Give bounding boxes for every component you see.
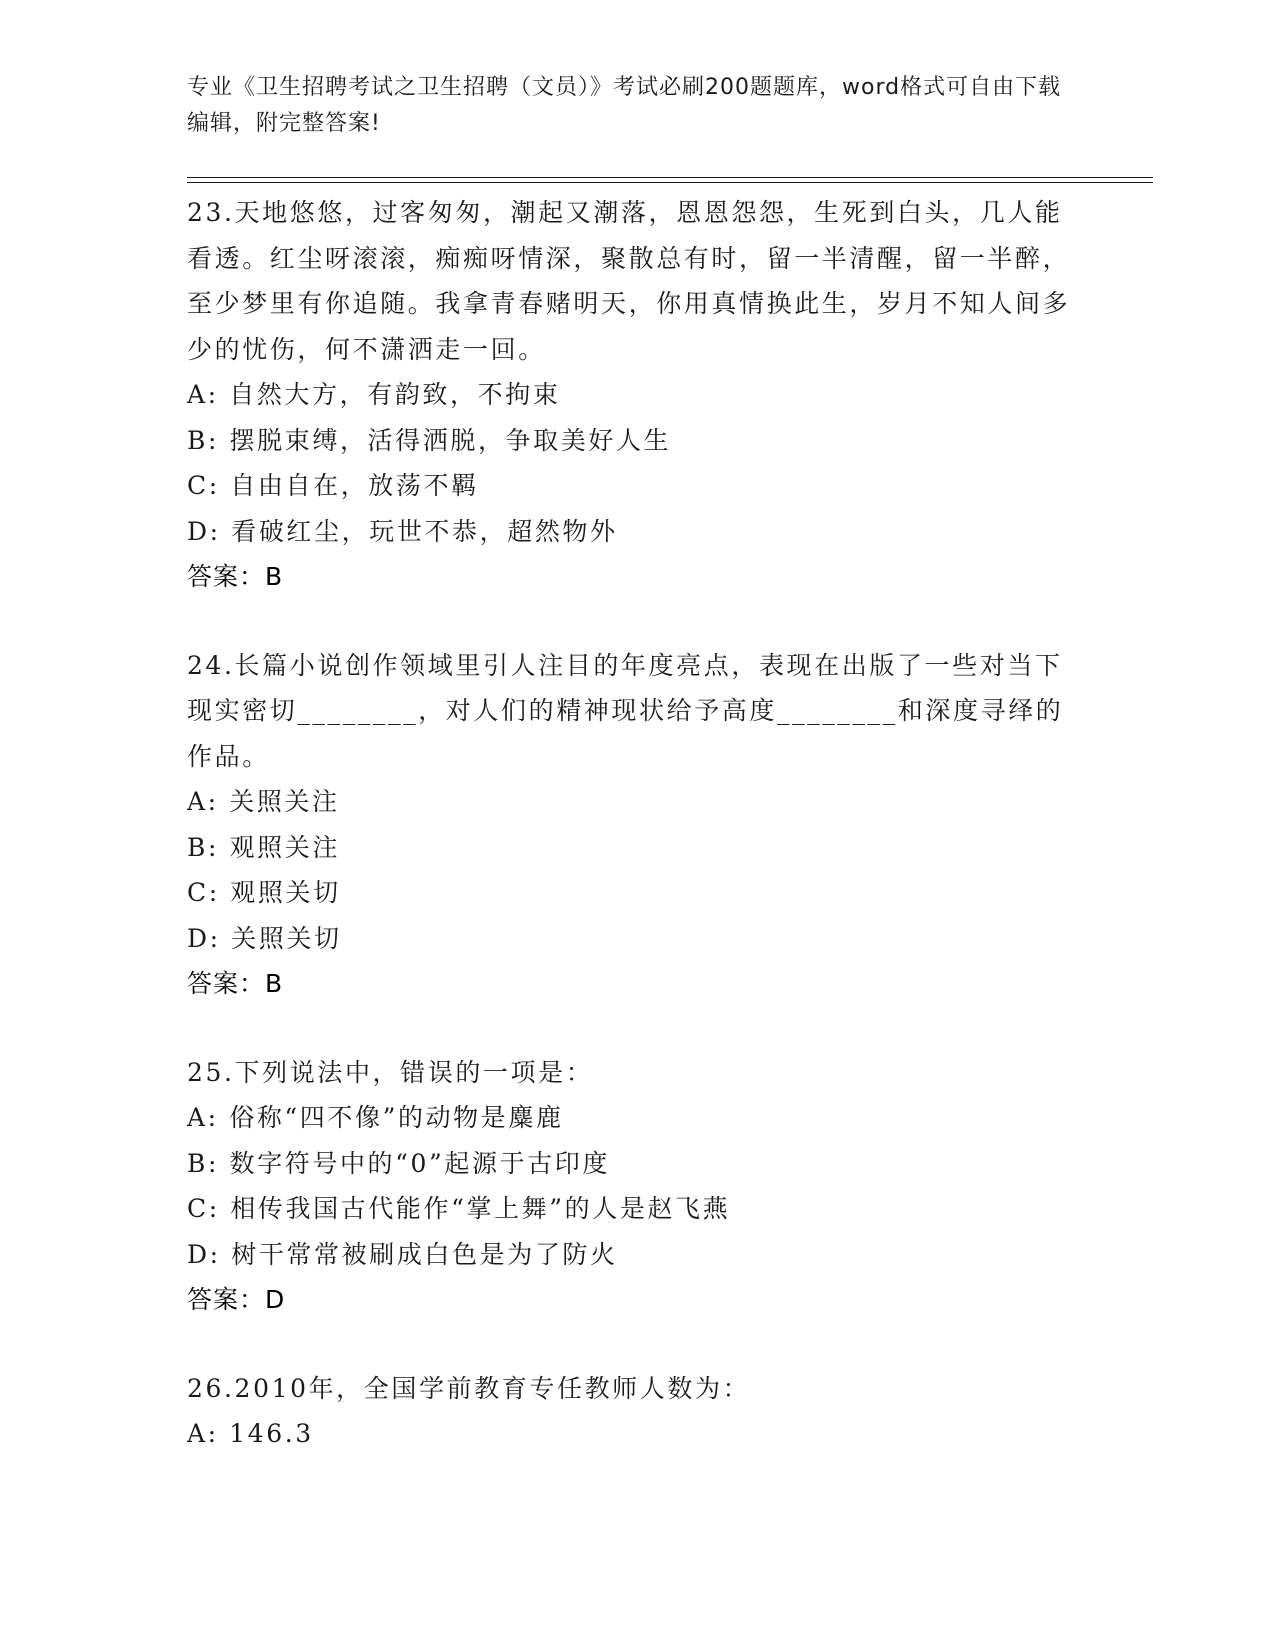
option-b: B: 摆脱束缚，活得洒脱，争取美好人生	[187, 425, 672, 455]
option-c: C: 自由自在，放荡不羁	[187, 471, 479, 500]
question-text: 26.2010年，全国学前教育专任教师人数为：	[187, 1373, 751, 1403]
option-d: D: 树干常常被刷成白色是为了防火	[187, 1239, 618, 1269]
option-c: C: 相传我国古代能作“掌上舞”的人是赵飞燕	[187, 1194, 731, 1223]
option-a: A: 146.3	[187, 1419, 314, 1448]
option-b: B: 数字符号中的“0”起源于古印度	[187, 1148, 611, 1178]
answer-line: 答案：D	[187, 1285, 286, 1314]
question-25	[187, 1050, 1077, 1323]
question-23	[187, 190, 1077, 600]
question-26	[187, 1366, 1077, 1457]
header-divider-bottom	[187, 182, 1153, 183]
question-24	[187, 643, 1077, 1007]
answer-line: 答案：B	[187, 969, 284, 998]
answer-line: 答案：B	[187, 562, 284, 591]
option-a: A: 关照关注	[187, 787, 340, 816]
option-a: A: 自然大方，有韵致，不拘束	[187, 380, 561, 409]
option-b: B: 观照关注	[187, 832, 340, 862]
option-c: C: 观照关切	[187, 878, 341, 907]
question-list	[187, 190, 1077, 1500]
question-text: 25.下列说法中，错误的一项是：	[187, 1057, 594, 1087]
option-a: A: 俗称“四不像”的动物是麋鹿	[187, 1103, 564, 1132]
document-header: 专业《卫生招聘考试之卫生招聘（文员）》考试必刷200题题库，word格式可自由下载编辑，附完整答案!	[187, 75, 1062, 136]
option-d: D: 看破红尘，玩世不恭，超然物外	[187, 516, 618, 546]
option-d: D: 关照关切	[187, 923, 342, 953]
question-text: 24.长篇小说创作领域里引人注目的年度亮点，表现在出版了一些对当下现实密切________，对人们的精神现状给予高度________和深度寻绎的作品。	[187, 650, 1064, 771]
header-divider-top	[187, 177, 1153, 178]
question-text: 23.天地悠悠，过客匆匆，潮起又潮落，恩恩怨怨，生死到白头，几人能看透。红尘呀滚滚，痴痴呀情深，聚散总有时，留一半清醒，留一半醉，至少梦里有你追随。我拿青春赌明天，你用真情换此生，岁月不知人间多少的忧伤，何不潇洒走一回。	[187, 198, 1071, 364]
